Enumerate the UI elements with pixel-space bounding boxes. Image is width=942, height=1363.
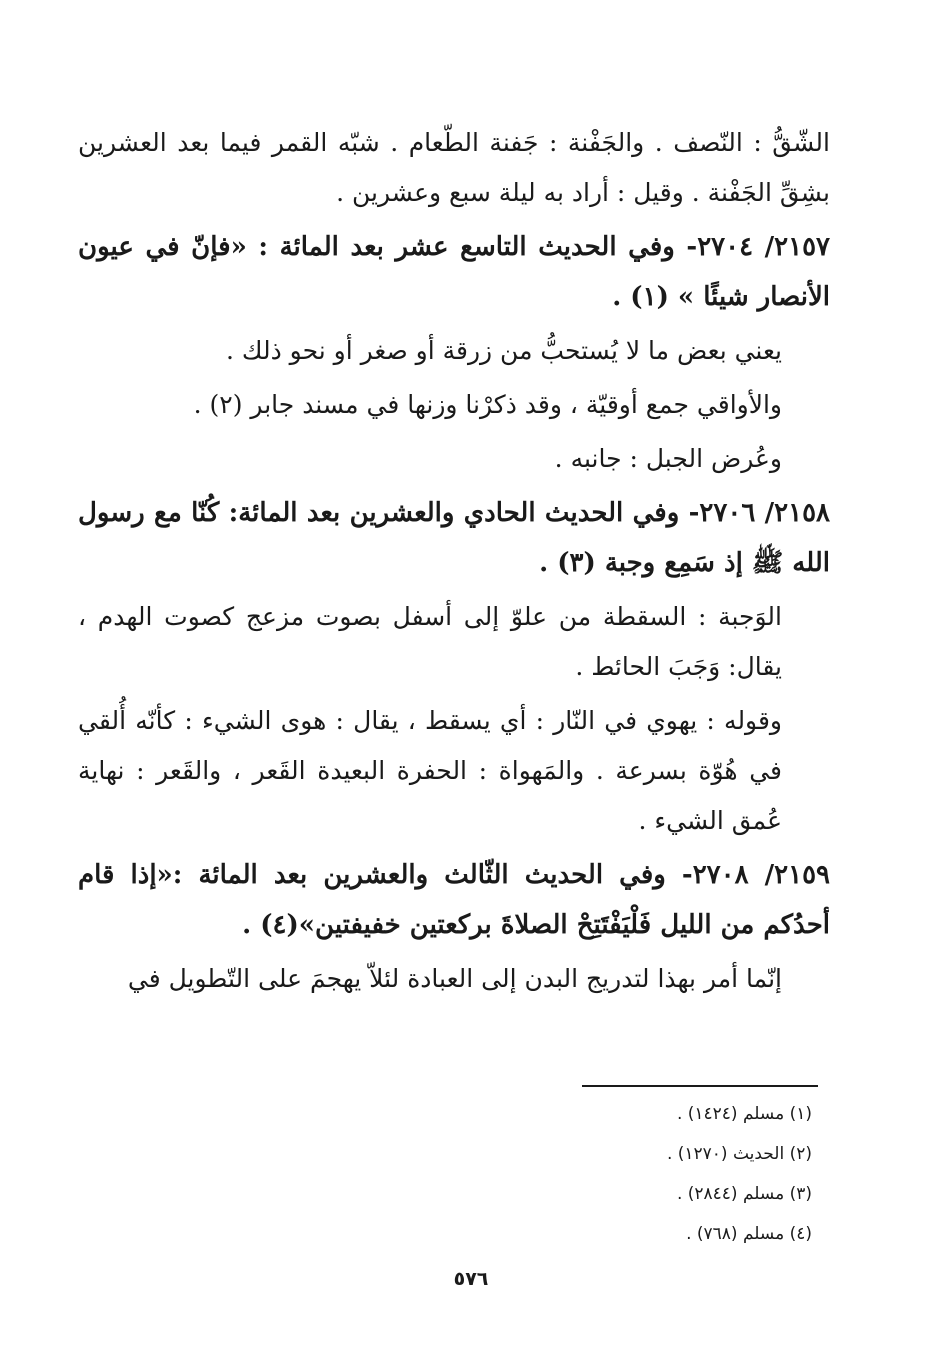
paragraph-7: الوَجبة : السقطة من علوّ إلى أسفل بصوت مزعج كصوت الهدم ، يقال: وَجَبَ الحائط . (78, 602, 782, 681)
hadith-heading-2157: ٢١٥٧/ ٢٧٠٤- وفي الحديث التاسع عشر بعد المائة : «فإنّ في عيون الأنصار شيئًا » (١) . (78, 232, 830, 312)
footnotes (112, 1094, 812, 1254)
footnote-3: (٣) مسلم (٢٨٤٤) . (676, 1184, 812, 1204)
paragraph-4: والأواقي جمع أوقيّة ، وقد ذكرْنا وزنها في مسند جابر (٢) . (193, 390, 782, 419)
paragraph-10: إنّما أمر بهذا لتدريج البدن إلى العبادة لئلاّ يهجمَ على التّطويل في (127, 964, 782, 993)
paragraph-5: وعُرض الجبل : جانبه . (554, 444, 782, 473)
paragraph-8: وقوله : يهوي في النّار : أي يسقط ، يقال : هوى الشيء : كأنّه أُلقي في هُوّة بسرعة . والمَهواة : الحفرة البعيدة القَعر ، والقَعر : نهاية عُمق الشيء . (78, 706, 782, 835)
hadith-heading-2159: ٢١٥٩/ ٢٧٠٨- وفي الحديث الثّالث والعشرين بعد المائة :«إذا قام أحدُكم من الليل فَلْيَفْتَتِحْ الصلاةَ بركعتين خفيفتين»(٤) . (78, 860, 830, 940)
footnote-4: (٤) مسلم (٧٦٨) . (686, 1224, 812, 1244)
paragraph-1: الشّقُّ : النّصف . والجَفْنة : جَفنة الطّعام . شبّه القمر فيما بعد العشرين بشِقِّ الجَفْنة . وقيل : أراد به ليلة سبع وعشرين . (78, 128, 830, 207)
footnote-1: (١) مسلم (١٤٢٤) . (676, 1104, 812, 1124)
hadith-heading-2158: ٢١٥٨/ ٢٧٠٦- وفي الحديث الحادي والعشرين بعد المائة: كُنّا مع رسول الله ﷺ إذ سَمِع وجبة (٣) . (78, 498, 830, 578)
page-number: ٥٧٦ (453, 1268, 489, 1290)
footnote-separator (582, 1085, 818, 1087)
main-text (78, 118, 830, 1008)
footnote-2: (٢) الحديث (١٢٧٠) . (666, 1144, 812, 1164)
paragraph-3: يعني بعض ما لا يُستحبُّ من زرقة أو صغر أو نحو ذلك . (226, 336, 782, 365)
